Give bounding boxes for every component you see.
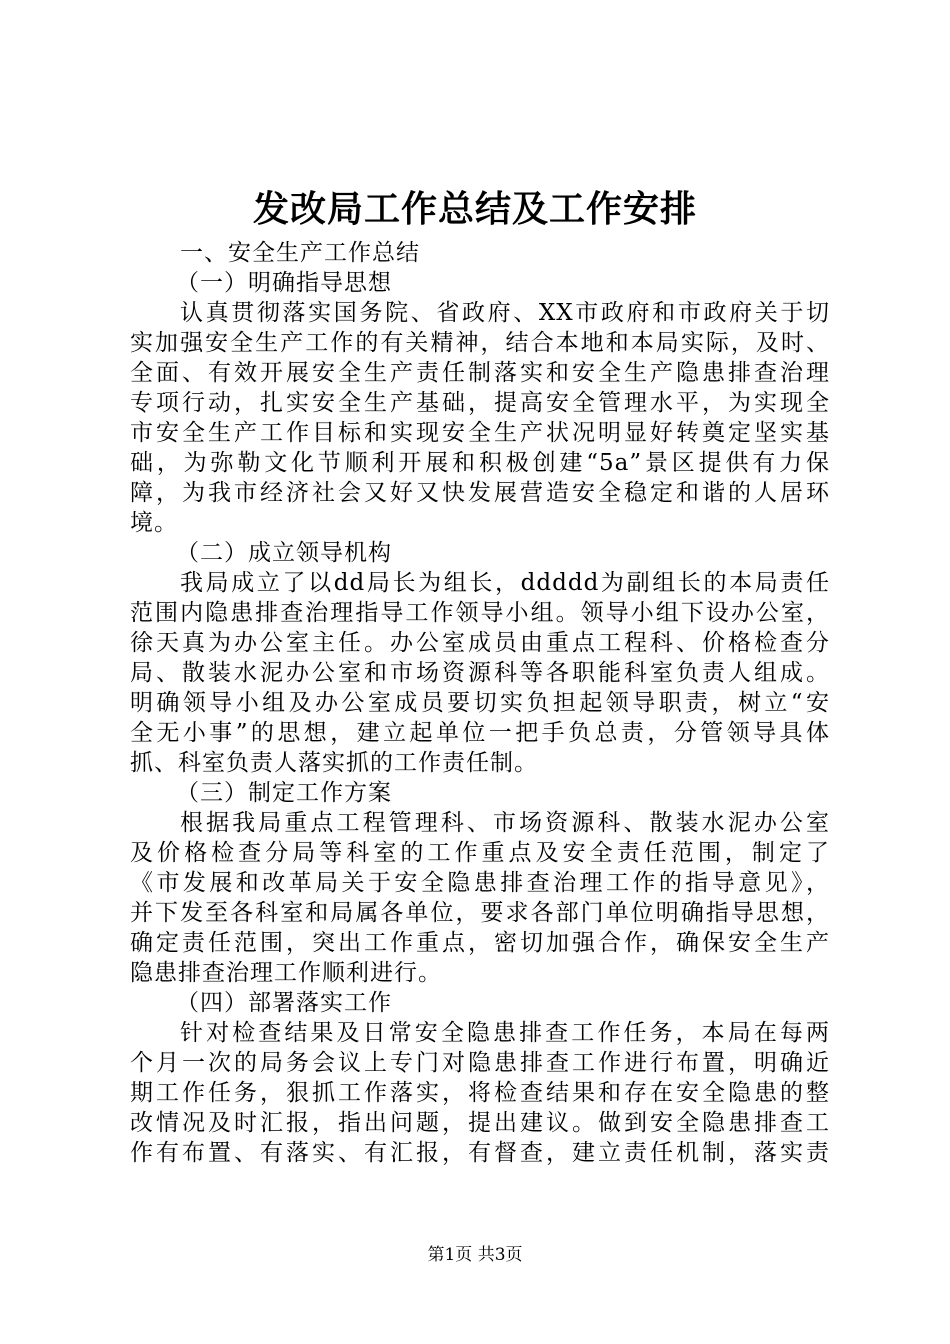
paragraph-line: 抓、科室负责人落实抓的工作责任制。 bbox=[130, 750, 538, 776]
subsection-heading: （二）成立领导机构 bbox=[176, 540, 392, 566]
paragraph-line: 改情况及时汇报，指出问题，提出建议。做到安全隐患排查工 bbox=[130, 1110, 830, 1136]
paragraph-line: 确定责任范围，突出工作重点，密切加强合作，确保安全生产 bbox=[130, 930, 830, 956]
paragraph-line: 明确领导小组及办公室成员要切实负担起领导职责，树立“安 bbox=[130, 690, 830, 716]
paragraph-line: 认真贯彻落实国务院、省政府、XX市政府和市政府关于切 bbox=[180, 300, 830, 326]
paragraph-line: 作有布置、有落实、有汇报，有督查，建立责任机制，落实责 bbox=[130, 1140, 830, 1166]
paragraph-line: 期工作任务，狠抓工作落实，将检查结果和存在安全隐患的整 bbox=[130, 1080, 830, 1106]
paragraph-line: 《市发展和改革局关于安全隐患排查治理工作的指导意见》， bbox=[130, 870, 830, 896]
paragraph-line: 境。 bbox=[130, 510, 178, 536]
paragraph-line: 根据我局重点工程管理科、市场资源科、散装水泥办公室 bbox=[180, 810, 830, 836]
paragraph-line: 实加强安全生产工作的有关精神，结合本地和本局实际，及时、 bbox=[130, 330, 830, 356]
subsection-heading: （一）明确指导思想 bbox=[176, 270, 392, 296]
paragraph-line: 并下发至各科室和局属各单位，要求各部门单位明确指导思想， bbox=[130, 900, 830, 926]
paragraph-line: 市安全生产工作目标和实现安全生产状况明显好转奠定坚实基 bbox=[130, 420, 830, 446]
paragraph-line: 针对检查结果及日常安全隐患排查工作任务，本局在每两 bbox=[180, 1020, 830, 1046]
subsection-heading: （四）部署落实工作 bbox=[176, 990, 392, 1016]
subsection-heading: （三）制定工作方案 bbox=[176, 780, 392, 806]
document-body bbox=[130, 238, 830, 1168]
paragraph-line: 全面、有效开展安全生产责任制落实和安全生产隐患排查治理 bbox=[130, 360, 830, 386]
paragraph-line: 隐患排查治理工作顺利进行。 bbox=[130, 960, 442, 986]
paragraph-line: 徐天真为办公室主任。办公室成员由重点工程科、价格检查分 bbox=[130, 630, 830, 656]
paragraph-line: 全无小事”的思想，建立起单位一把手负总责，分管领导具体 bbox=[130, 720, 830, 746]
paragraph-line: 范围内隐患排查治理指导工作领导小组。领导小组下设办公室， bbox=[130, 600, 830, 626]
paragraph-line: 及价格检查分局等科室的工作重点及安全责任范围，制定了 bbox=[130, 840, 830, 866]
section-heading: 一、安全生产工作总结 bbox=[180, 240, 420, 266]
paragraph-line: 局、散装水泥办公室和市场资源科等各职能科室负责人组成。 bbox=[130, 660, 830, 686]
paragraph-line: 个月一次的局务会议上专门对隐患排查工作进行布置，明确近 bbox=[130, 1050, 830, 1076]
paragraph-line: 障，为我市经济社会又好又快发展营造安全稳定和谐的人居环 bbox=[130, 480, 830, 506]
paragraph-line: 我局成立了以dd局长为组长，ddddd为副组长的本局责任 bbox=[180, 570, 830, 596]
page-indicator: 第1页 共3页 bbox=[427, 1245, 523, 1265]
paragraph-line: 础，为弥勒文化节顺利开展和积极创建“5a”景区提供有力保 bbox=[130, 450, 830, 476]
document-title: 发改局工作总结及工作安排 bbox=[252, 188, 697, 230]
paragraph-line: 专项行动，扎实安全生产基础，提高安全管理水平，为实现全 bbox=[130, 390, 830, 416]
